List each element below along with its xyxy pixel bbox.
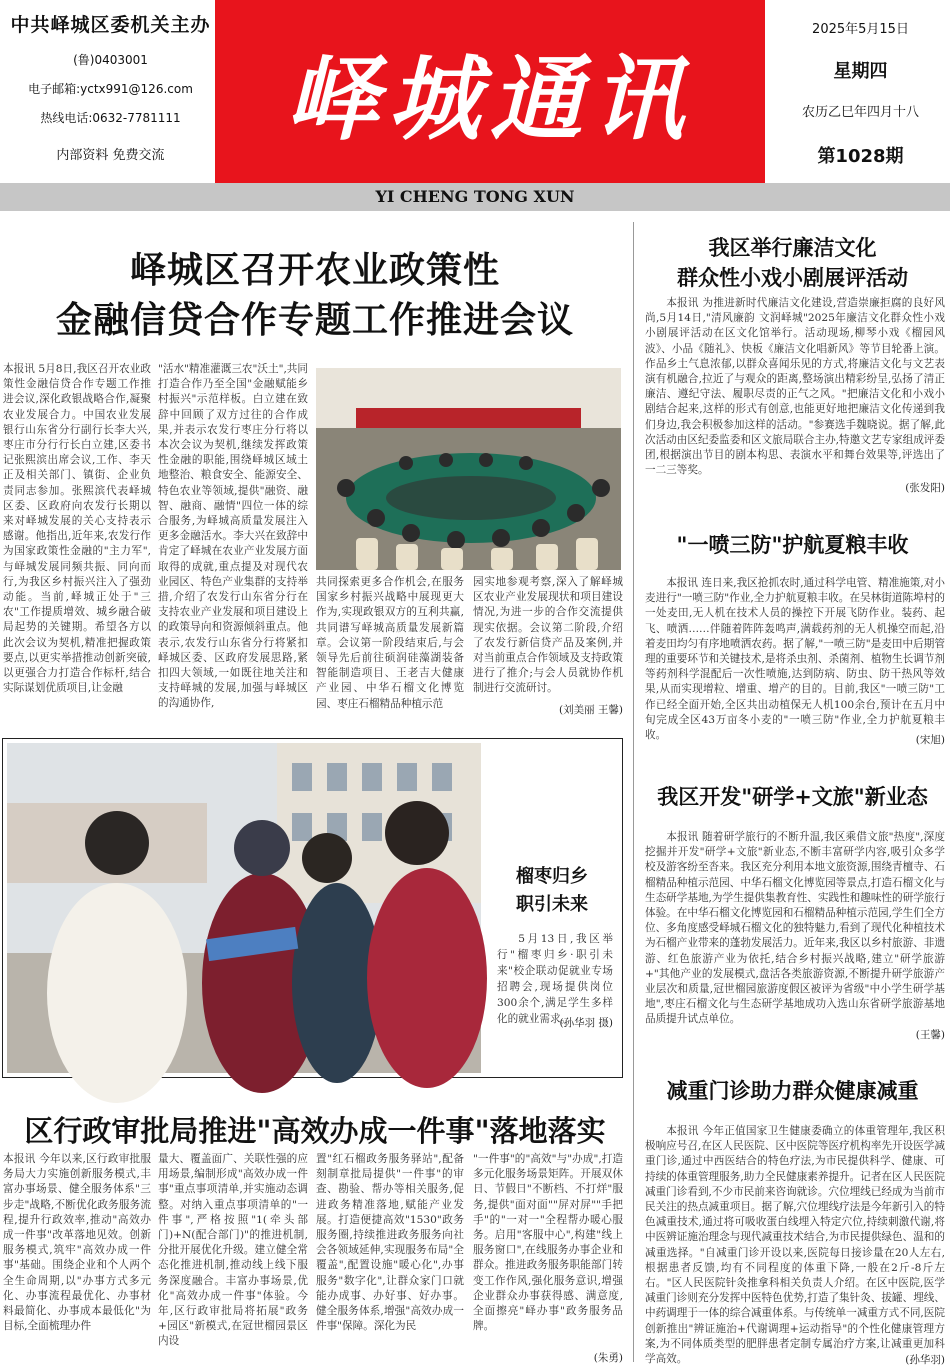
pinyin-bar: YI CHENG TONG XUN bbox=[0, 183, 950, 211]
masthead-info bbox=[8, 6, 213, 181]
lead-col-1: 本报讯 5月8日,我区召开农业政策性金融信贷合作专题工作推进会议,深化政银战略合作,凝聚农业发展合力。中国农业发展银行山东省分行副行长李大兴,枣庄市分行行长白立建,区委书记张熙滨出席会议,工作、李天正及相关部门、镇街、企业负责同志参加。张熙滨代表峄城区委、区政府向农发行长期以来对峄城发展的关心支持表示感谢。他指出,近年来,农发行作为国家政策性金融的"主力军",与峄城发展同频共振、同向而行,为我区乡村振兴注入了强劲动能。当前,峄城正处于"三农"工作提质增效、城乡融合破局起势的关键期。希望各方以此次会议为契机,精准把握政策要点,以更实举措推动创新突破,以更强合力打造合作标杆,结合实际谋划优质项目,让金融 bbox=[3, 363, 151, 695]
circulation-note: 内部资料 免费交流 bbox=[56, 148, 165, 163]
sponsor-org: 中共峄城区委机关主办 bbox=[10, 14, 211, 36]
job-fair-photo-illustration bbox=[7, 743, 481, 1073]
approval-credit: (朱勇) bbox=[593, 1352, 623, 1364]
feature-title-line1: 榴枣归乡 bbox=[516, 866, 588, 887]
approval-col-1: 本报讯 今年以来,区行政审批服务局大力实施创新服务模式,丰富办事场景、健全服务体系"三步走"战略,不断优化政务服务流程,提升行政效率,推动"高效办成一件事"改革落地见效。创新服务模式,筑牢"高效办成一件事"基础。围绕企业和个人两个全生命周期,以"办事方式多元化、办事流程最优化、办事材料最简化、办事成本最低化"为目标,全面梳理办件 bbox=[3, 1153, 151, 1333]
lead-headline-line2: 金融信贷合作专题工作推进会议 bbox=[55, 299, 574, 341]
weight-clinic-credit: (孙华羽) bbox=[905, 1354, 945, 1366]
issue-weekday: 星期四 bbox=[833, 61, 888, 82]
lead-col-3: 共同探索更多合作机会,在服务国家乡村振兴战略中展现更大作为,实现政银双方的互利共赢,共同谱写峄城高质量发展新篇章。会议第一阶段结束后,与会领导先后前往硕润硅藻湖装备智能制造项目、王老吉大健康产业园、中华石榴文化博览园、枣庄石榴精品种植示范 bbox=[316, 576, 464, 710]
lunar-date: 农历乙巳年四月十八 bbox=[801, 105, 919, 120]
integrity-headline-line2: 群众性小戏小剧展评活动 bbox=[677, 265, 908, 290]
newspaper-title: 峄城通讯 bbox=[285, 44, 694, 153]
approval-col-3: 置"红石榴政务服务驿站",配备刻制章批局提供"一件事"的审查、勘验、帮办等相关服务,促进政务精准落地,赋能产业发展。打造便捷高效"1530"政务服务圈,持续推进政务服务向社会各领域延伸,实现服务布局"全覆盖",配置设施"暖心化",办事服务"数字化",让群众家门口就能办成事、办好事、好办事。健全服务体系,增强"高效办成一件事"保障。深化为民 bbox=[316, 1153, 464, 1333]
issue-info bbox=[778, 18, 943, 168]
feature-box bbox=[2, 738, 623, 1078]
newspaper-title-banner bbox=[215, 0, 765, 183]
integrity-body: 本报讯 为推进新时代廉洁文化建设,营造崇廉拒腐的良好风尚,5月14日,"清风廉韵 文润峄城"2025年廉洁文化群众性小戏小剧展评活动在区文化馆举行。活动现场,柳琴小戏《榴园风波》、小品《随礼》、快板《廉洁文化唱新风》等节目轮番上演。作品乡土气息浓郁,以群众喜闻乐见的方式,将廉洁文化与文艺表演有机融合,拉近了与观众的距离,整场演出精彩纷呈,弘扬了清正廉洁、遵纪守法、履职尽责的正气之风。"把廉洁文化和小戏小剧结合起来,这样的形式有创意,也能更好地把廉洁文化传递到我们身边,我会积极参加这样的活动。"参赛选手魏晓说。据了解,此次活动由区纪委监委和区文旅局联合主办,特邀文艺专家组成评委团,根据演出节目的剧本构思、表演水平和舞台效果等,评选出了一二三等奖。 bbox=[645, 297, 945, 477]
approval-col-4: "一件事"的"高效"与"办成",打造多元化服务场景矩阵。开展双休日、节假日"不断档、不打烊"服务,提供"面对面""屏对屏""手把手"的"一对一"全程帮办暖心服务。启用"客服中心",构建"线上服务窗口",在线服务办事企业和群众。推进政务服务职能部门转变工作作风,强化服务意识,增强企业群众办事获得感、满意度,全面擦亮"峄办事"政务服务品牌。 bbox=[473, 1153, 623, 1333]
feature-credit: (孙华羽 摄) bbox=[559, 1017, 613, 1029]
meeting-photo-illustration bbox=[316, 368, 621, 570]
study-tour-headline: 我区开发"研学+文旅"新业态 bbox=[657, 784, 928, 809]
hotline: 热线电话:0632-7781111 bbox=[40, 111, 181, 125]
lead-col-2: "活水"精准灌溉三农"沃土",共同打造合作乃至全国"金融赋能乡村振兴"示范样板。白立建在致辞中回顾了双方过往的合作成果,并表示农发行枣庄分行将以本次会议为契机,继续发挥政策性金融的职能,围绕峄城区域土地整治、粮食安全、能源安全、特色农业等领域,提供"融资、融智、融商、融情"四位一体的综合服务,为峄城高质量发展注入更多金融活水。李大兴在致辞中肯定了峄城在农业产业发展方面取得的成就,重点提及对现代农业园区、特色产业集群的支持举措,介绍了农发行山东省分行在支持农业产业发展和项目建设上的政策导向和资源倾斜重点。他表示,农发行山东省分行将紧扣峄城区委、区政府发展思路,紧扣四大领域,一如既往地关注和支持峄城的发展,加强与峄城区的沟通协作, bbox=[158, 363, 308, 710]
spray-credit: (宋旭) bbox=[915, 734, 945, 746]
meeting-photo bbox=[316, 368, 621, 570]
integrity-headline bbox=[640, 233, 945, 293]
study-tour-body: 本报讯 随着研学旅行的不断升温,我区乘借文旅"热度",深度挖掘并开发"研学+文旅"新业态,不断丰富研学内容,吸引众多学校及游客纷至沓来。我区充分利用本地文旅资源,围绕青檀寺、石榴精品种植示范园、中华石榴文化博览园等景点,打造石榴文化与生态研学基地,为学生提供集教育性、实践性和趣味性的研学旅行体验。在中华石榴文化博览园和石榴精品种植示范园,学生们全方位、多角度感受峄城石榴文化的独特魅力,看到了现代化种植技术为石榴产业带来的蓬勃发展活力。近年来,我区以乡村旅游、非遗游、红色旅游产业为依托,结合乡村振兴战略,建立"研学旅游+"其他产业的发展模式,盘活各类旅游资源,不断提升研学旅游产业层次和质量,冠世榴园旅游度假区被评为省级"中小学生研学基地",枣庄石榴文化与生态研学基地成功入选山东省研学旅游基地品质提升试点单位。 bbox=[645, 831, 945, 1026]
approval-col-2: 量大、覆盖面广、关联性强的应用场景,编制形成"高效办成一件事"重点事项清单,并实施动态调整。对纳入重点事项清单的"一件事",严格按照"1(牵头部门)+N(配合部门)"的推进机制,分批开展优化升级。建立健全常态化推进机制,推动线上线下服务深度融合。丰富办事场景,优化"高效办成一件事"体验。今年,区行政审批局将拓展"政务+园区"新模式,在冠世榴园景区内设 bbox=[158, 1153, 308, 1348]
weight-clinic-headline: 减重门诊助力群众健康减重 bbox=[666, 1078, 919, 1103]
spray-body: 本报讯 连日来,我区抢抓农时,通过科学电管、精准施策,对小麦进行"一喷三防"作业,全力护航夏粮丰收。在吴林街道陈埠村的一处麦田,无人机在技术人员的操控下开展飞防作业。装药、起飞、喷洒……伴随着阵阵轰鸣声,满载药剂的无人机操空而起,沿着麦田均匀有序地喷洒农药。据了解,"一喷三防"是麦田中后期管理的重要环节和关键技术,是将杀虫剂、杀菌剂、植物生长调节剂等药剂科学混配后一次性喷施,达到防病、防虫、防干热风等效果,从而实现增粒、增重、增产的目的。目前,我区"一喷三防"工作已经全面开始,全区共出动植保无人机100余台,预计在五月中旬完成全区43万亩冬小麦的"一喷三防"作业,全力护航夏粮丰收。 bbox=[645, 577, 945, 742]
weight-clinic-body: 本报讯 今年正值国家卫生健康委确立的体重管理年,我区积极响应号召,在区人民医院、区中医院等医疗机构率先开设医学减重门诊,通过中西医结合的特色疗法,为市民提供科学、健康、可持续的体重管理服务,助力全民健康素养提升。记者在区人民医院减重门诊看到,不少市民前来咨询就诊。穴位埋线已经成为当前市民关注的热点减重项目。据了解,穴位埋线疗法是今年新引入的特色减重技术,通过将可吸收蛋白线埋入特定穴位,持续刺激代谢,将中医辨证施治理念与现代减重技术结合,为市民提供绿色、温和的减重选择。"自减重门诊开设以来,医院每日接诊量在20人左右,根据患者反馈,均有不同程度的体重下降,一般在2斤-8斤左右。"区人民医院针灸推拿科相关负责人介绍。在区中医院,医学减重门诊则充分发挥中医特色优势,打造了集针灸、拔罐、埋线、中药调理于一体的综合减重体系。与传统单一减重方式不同,医院创新推出"辨证施治+代谢调理+运动指导"的个性化健康管理方案,为不同体质类型的肥胖患者定制专属治疗方案,让减重更加科学高效。 bbox=[645, 1125, 945, 1366]
spray-headline: "一喷三防"护航夏粮丰收 bbox=[676, 532, 909, 557]
feature-body: 5月13日,我区举行"榴枣归乡·职引未来"校企联动促就业专场招聘会,现场提供岗位300余个,满足学生多样化的就业需求。 bbox=[497, 933, 613, 1025]
feature-title bbox=[487, 863, 617, 919]
job-fair-photo bbox=[7, 743, 481, 1073]
study-tour-credit: (王馨) bbox=[915, 1029, 945, 1041]
column-divider bbox=[633, 222, 634, 1362]
integrity-credit: (张发阳) bbox=[905, 482, 945, 494]
email: 电子邮箱:yctx991@126.com bbox=[28, 82, 193, 96]
publication-code: (鲁)0403001 bbox=[73, 53, 148, 67]
issue-number: 第1028期 bbox=[817, 146, 904, 167]
lead-headline-line1: 峄城区召开农业政策性 bbox=[129, 249, 500, 291]
integrity-headline-line1: 我区举行廉洁文化 bbox=[708, 235, 877, 260]
issue-date: 2025年5月15日 bbox=[812, 22, 909, 37]
lead-col-4: 园实地参观考察,深入了解峄城区农业产业发展现状和项目建设情况,为进一步的合作交流提供现实依据。会议第二阶段,介绍了农发行新信贷产品及案例,并对当前重点合作领域及支持政策进行了推介;与会人员就协作机制进行交流研讨。 bbox=[473, 576, 623, 695]
lead-credit: (刘美丽 王馨) bbox=[558, 704, 623, 716]
lead-headline bbox=[5, 245, 625, 345]
approval-headline: 区行政审批局推进"高效办成一件事"落地落实 bbox=[24, 1114, 606, 1148]
feature-title-line2: 职引未来 bbox=[516, 894, 588, 915]
